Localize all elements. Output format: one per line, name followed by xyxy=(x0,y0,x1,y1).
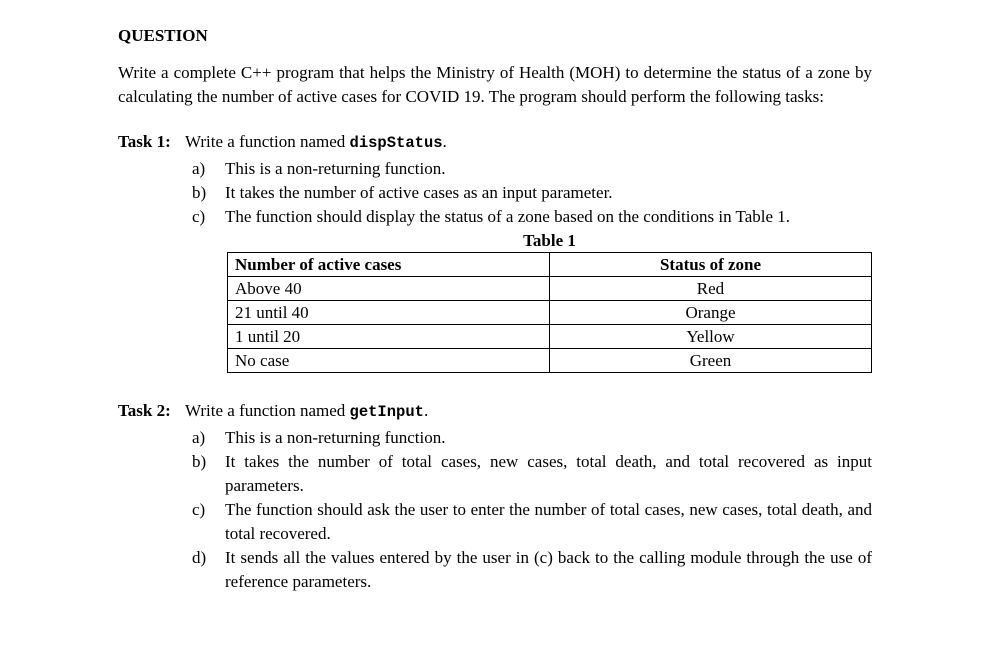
function-name-getinput: getInput xyxy=(349,403,424,421)
item-text: It takes the number of active cases as an input parameter. xyxy=(225,183,613,202)
function-name-dispstatus: dispStatus xyxy=(349,134,443,152)
item-marker: b) xyxy=(192,452,207,471)
task1-label: Task 1: xyxy=(118,132,171,151)
table-cell: Above 40 xyxy=(228,277,550,301)
question-heading: QUESTION xyxy=(118,26,208,45)
intro-paragraph: Write a complete C++ program that helps the Ministry of Health (MOH) to determine the status of a zone by calculating the number of active cases for COVID 19. The program should perform the following tasks: xyxy=(118,63,872,106)
task1-heading-line xyxy=(118,130,872,155)
table-row xyxy=(228,325,872,349)
task2-heading-line xyxy=(118,399,872,424)
item-text: This is a non-returning function. xyxy=(225,428,446,447)
task2-list xyxy=(118,426,872,594)
task1-item-a xyxy=(192,157,872,181)
table-row xyxy=(228,301,872,325)
task2-lead-prefix: Write a function named xyxy=(185,401,350,420)
task1-item-c xyxy=(192,205,872,229)
item-marker: d) xyxy=(192,548,207,567)
table-cell: No case xyxy=(228,349,550,373)
table-cell: 1 until 20 xyxy=(228,325,550,349)
table-cell: Orange xyxy=(550,301,872,325)
item-marker: c) xyxy=(192,500,206,519)
table-cell: Green xyxy=(550,349,872,373)
document-content xyxy=(118,24,872,594)
table-cell: Red xyxy=(550,277,872,301)
task2-lead-suffix: . xyxy=(423,401,429,420)
table1-header-status: Status of zone xyxy=(550,253,872,277)
task2-item-d xyxy=(192,546,872,594)
item-text: It sends all the values entered by the user in (c) back to the calling module through the use of reference parameters. xyxy=(225,548,872,591)
task2-label: Task 2: xyxy=(118,401,171,420)
table1-header-active-cases: Number of active cases xyxy=(228,253,550,277)
task1-lead-suffix: . xyxy=(442,132,447,151)
item-marker: a) xyxy=(192,159,206,178)
task2-item-c xyxy=(192,498,872,546)
item-marker: a) xyxy=(192,428,206,447)
table1-caption: Table 1 xyxy=(523,231,576,250)
task1-lead xyxy=(185,130,447,155)
table-row xyxy=(228,277,872,301)
task2-item-b xyxy=(192,450,872,498)
table1-header-row xyxy=(228,253,872,277)
task2-item-a xyxy=(192,426,872,450)
task1-list xyxy=(118,157,872,229)
table1 xyxy=(227,252,872,373)
item-text: The function should ask the user to enter the number of total cases, new cases, total death, and total recovered. xyxy=(225,500,872,543)
task1-lead-prefix: Write a function named xyxy=(185,132,350,151)
item-text: This is a non-returning function. xyxy=(225,159,446,178)
table-cell: 21 until 40 xyxy=(228,301,550,325)
table-row xyxy=(228,349,872,373)
task1-item-b xyxy=(192,181,872,205)
item-marker: c) xyxy=(192,207,206,226)
table-cell: Yellow xyxy=(550,325,872,349)
item-text: It takes the number of total cases, new cases, total death, and total recovered as input parameters. xyxy=(225,452,872,495)
item-text: The function should display the status of a zone based on the conditions in Table 1. xyxy=(225,207,791,226)
task2-lead xyxy=(185,399,428,424)
item-marker: b) xyxy=(192,183,207,202)
